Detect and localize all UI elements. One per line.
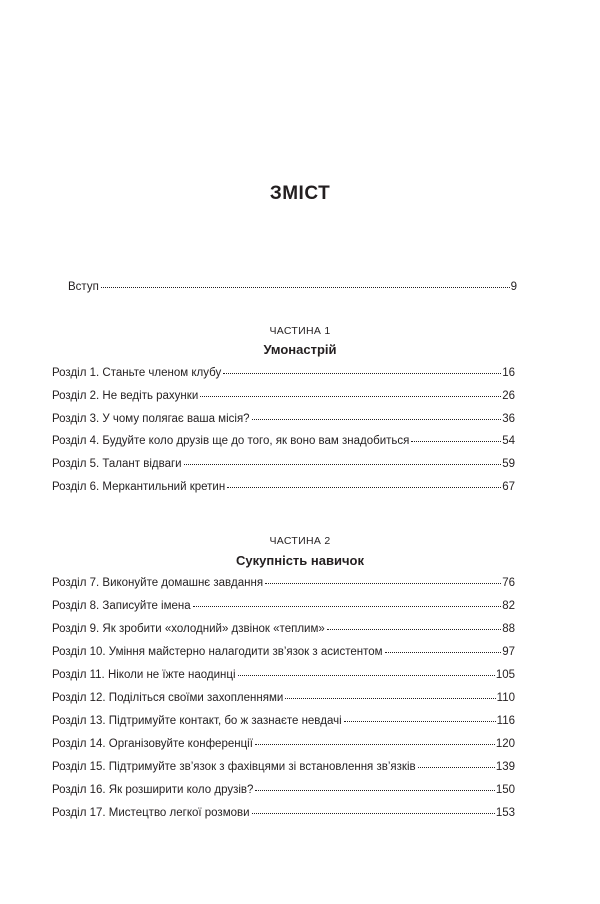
toc-entry-page: 97	[502, 646, 515, 658]
toc-entry-label: Розділ 14. Організовуйте конференції	[52, 738, 253, 750]
toc-entry-chapter-8	[52, 599, 515, 613]
toc-entry-label: Розділ 13. Підтримуйте контакт, бо ж зазнаєте невдачі	[52, 715, 342, 727]
toc-entry-chapter-4	[52, 434, 515, 448]
toc-entry-chapter-16	[52, 783, 515, 797]
toc-entry-label: Розділ 16. Як розширити коло друзів?	[52, 784, 254, 796]
toc-entry-label: Розділ 3. У чому полягає ваша місія?	[52, 413, 250, 425]
dot-leader	[255, 744, 495, 745]
toc-entry-chapter-5	[52, 457, 515, 471]
toc-entry-page: 26	[502, 390, 515, 402]
toc-entry-label: Розділ 5. Талант відваги	[52, 458, 182, 470]
dot-leader	[385, 652, 502, 653]
dot-leader	[227, 487, 501, 488]
toc-entry-label: Розділ 4. Будуйте коло друзів ще до того, як воно вам знадобиться	[52, 435, 410, 447]
dot-leader	[344, 721, 496, 722]
toc-entry-page: 150	[495, 784, 515, 796]
dot-leader	[255, 790, 494, 791]
toc-entry-page: 54	[502, 435, 515, 447]
toc-entry-page: 110	[496, 692, 515, 704]
toc-entry-page: 153	[495, 807, 515, 819]
toc-entry-label: Вступ	[68, 281, 99, 293]
toc-entry-chapter-14	[52, 737, 515, 751]
toc-entry-page: 9	[510, 281, 517, 293]
toc-entry-chapter-7	[52, 576, 515, 590]
toc-entry-page: 88	[502, 623, 515, 635]
toc-entry-chapter-12	[52, 691, 515, 705]
page-title: ЗМІСТ	[269, 183, 331, 204]
toc-entry-page: 82	[502, 600, 515, 612]
toc-entry-chapter-9	[52, 622, 515, 636]
part-1-title: Умонастрій	[263, 342, 337, 357]
dot-leader	[418, 767, 495, 768]
dot-leader	[193, 606, 502, 607]
toc-entry-label: Розділ 11. Ніколи не їжте наодинці	[52, 669, 236, 681]
toc-entry-page: 139	[495, 761, 515, 773]
part-2-title: Сукупність навичок	[236, 553, 364, 568]
dot-leader	[285, 698, 495, 699]
toc-entry-page: 120	[495, 738, 515, 750]
toc-entry-page: 36	[502, 413, 515, 425]
dot-leader	[238, 675, 495, 676]
toc-entry-label: Розділ 2. Не ведіть рахунки	[52, 390, 199, 402]
toc-entry-chapter-13	[52, 714, 515, 728]
toc-entry-chapter-2	[52, 389, 515, 403]
toc-entry-page: 116	[496, 715, 515, 727]
toc-entry-intro	[68, 280, 517, 294]
dot-leader	[200, 396, 501, 397]
toc-entry-label: Розділ 12. Поділіться своїми захопленнями	[52, 692, 284, 704]
toc-entry-chapter-3	[52, 412, 515, 426]
toc-entry-page: 59	[502, 458, 515, 470]
part-1-label: ЧАСТИНА 1	[269, 325, 331, 337]
toc-entry-label: Розділ 7. Виконуйте домашнє завдання	[52, 577, 264, 589]
toc-entry-chapter-10	[52, 645, 515, 659]
dot-leader	[252, 419, 502, 420]
toc-entry-chapter-6	[52, 480, 515, 494]
toc-entry-label: Розділ 9. Як зробити «холодний» дзвінок «теплим»	[52, 623, 325, 635]
toc-entry-label: Розділ 8. Записуйте імена	[52, 600, 191, 612]
toc-entry-page: 105	[495, 669, 515, 681]
toc-entry-page: 76	[502, 577, 515, 589]
toc-entry-chapter-17	[52, 806, 515, 820]
dot-leader	[252, 813, 495, 814]
dot-leader	[411, 441, 501, 442]
toc-entry-chapter-1	[52, 366, 515, 380]
toc-entry-chapter-15	[52, 760, 515, 774]
toc-entry-label: Розділ 6. Меркантильний кретин	[52, 481, 226, 493]
toc-entry-label: Розділ 17. Мистецтво легкої розмови	[52, 807, 250, 819]
toc-entry-page: 67	[502, 481, 515, 493]
toc-entry-label: Розділ 1. Станьте членом клубу	[52, 367, 222, 379]
toc-entry-label: Розділ 10. Уміння майстерно налагодити зв’язок з асистентом	[52, 646, 383, 658]
toc-entry-page: 16	[502, 367, 515, 379]
dot-leader	[101, 287, 510, 288]
dot-leader	[265, 583, 501, 584]
dot-leader	[223, 373, 501, 374]
dot-leader	[184, 464, 502, 465]
toc-entry-label: Розділ 15. Підтримуйте зв’язок з фахівцями зі встановлення зв’язків	[52, 761, 416, 773]
toc-entry-chapter-11	[52, 668, 515, 682]
part-2-label: ЧАСТИНА 2	[269, 535, 331, 547]
dot-leader	[327, 629, 501, 630]
